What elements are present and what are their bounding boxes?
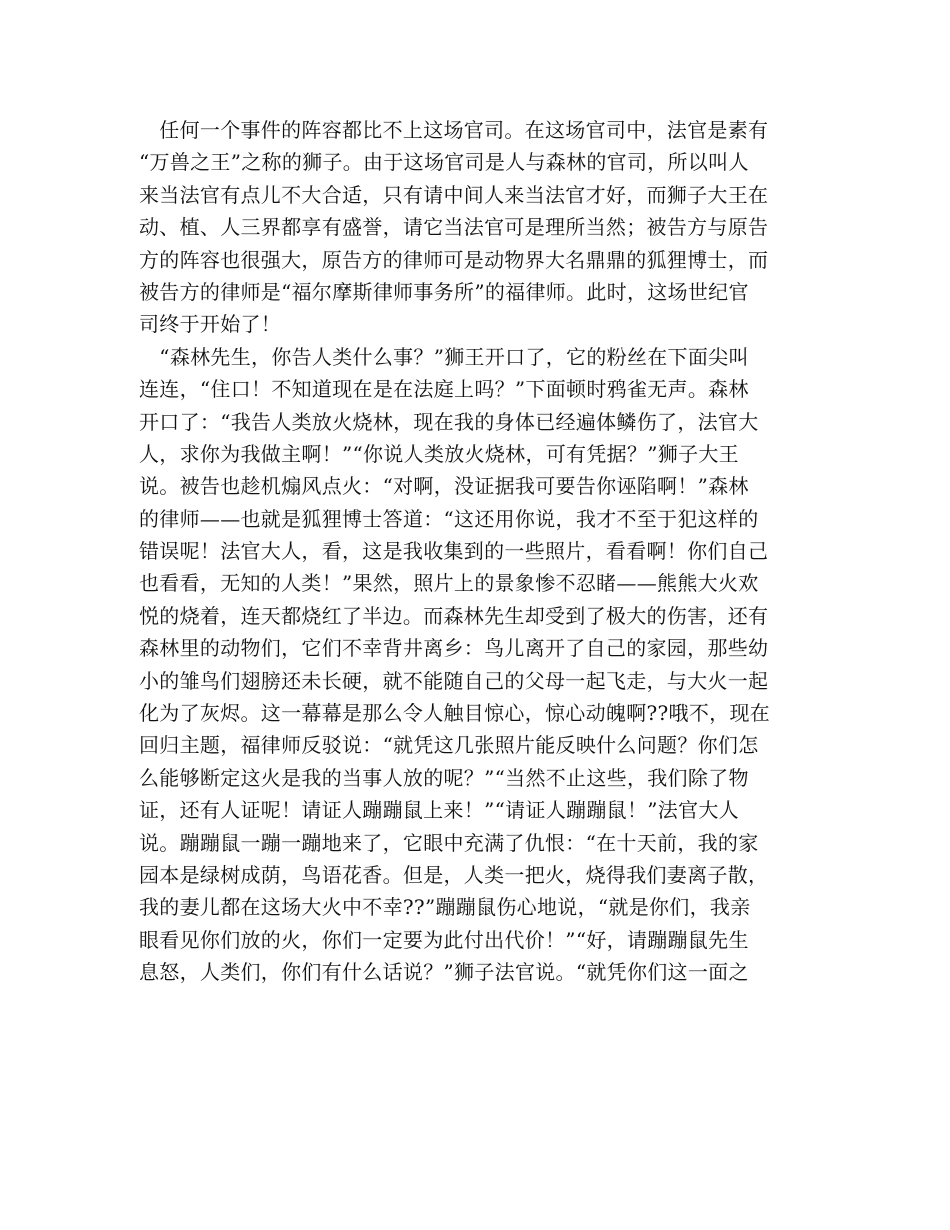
text-line: 小的雏鸟们翅膀还未长硬，就不能随自己的父母一起飞走，与大火一起 (139, 668, 769, 693)
text-line: 方的阵容也很强大，原告方的律师可是动物界大名鼎鼎的狐狸博士，而 (139, 247, 769, 272)
text-line: 连连，“住口！不知道现在是在法庭上吗？”下面顿时鸦雀无声。森林 (139, 377, 749, 402)
text-line: 回归主题，福律师反驳说：“就凭这几张照片能反映什么问题？你们怎 (139, 733, 759, 758)
text-line: 司终于开始了！ (139, 312, 282, 337)
text-line: 说。被告也趁机煽风点火：“对啊，没证据我可要告你诬陷啊！”森林 (139, 474, 749, 499)
text-line: 么能够断定这火是我的当事人放的呢？”“当然不止这些，我们除了物 (139, 765, 749, 790)
text-line: 园本是绿树成荫，鸟语花香。但是，人类一把火，烧得我们妻离子散， (139, 862, 769, 887)
text-line: 也看看，无知的人类！”果然，照片上的景象惨不忍睹——熊熊大火欢 (139, 571, 759, 596)
text-line: 动、植、人三界都享有盛誉，请它当法官可是理所当然；被告方与原告 (139, 215, 769, 240)
text-line: 息怒，人类们，你们有什么话说？”狮子法官说。“就凭你们这一面之 (139, 960, 749, 985)
text-line: 的律师——也就是狐狸博士答道：“这还用你说，我才不至于犯这样的 (139, 506, 759, 531)
text-line: 人，求你为我做主啊！”“你说人类放火烧林，可有凭据？”狮子大王 (139, 441, 739, 466)
text-line: 开口了：“我告人类放火烧林，现在我的身体已经遍体鳞伤了，法官大 (139, 409, 759, 434)
text-line: 眼看见你们放的火，你们一定要为此付出代价！”“好，请蹦蹦鼠先生 (139, 927, 749, 952)
text-line: 悦的烧着，连天都烧红了半边。而森林先生却受到了极大的伤害，还有 (139, 603, 769, 628)
text-line: 证，还有人证呢！请证人蹦蹦鼠上来！”“请证人蹦蹦鼠！”法官大人 (139, 798, 739, 823)
text-line: 森林里的动物们，它们不幸背井离乡：鸟儿离开了自己的家园，那些幼 (139, 636, 769, 661)
text-line: 错误呢！法官大人，看，这是我收集到的一些照片，看看啊！你们自己 (139, 539, 769, 564)
text-line: 任何一个事件的阵容都比不上这场官司。在这场官司中，法官是素有 (139, 118, 769, 142)
text-line: 被告方的律师是“福尔摩斯律师事务所”的福律师。此时，这场世纪官 (139, 279, 749, 304)
text-line: “万兽之王”之称的狮子。由于这场官司是人与森林的官司，所以叫人 (139, 150, 749, 175)
text-line: 化为了灰烬。这一幕幕是那么令人触目惊心，惊心动魄啊??哦不，现在 (139, 701, 771, 726)
text-line: 我的妻儿都在这场大火中不幸??”蹦蹦鼠伤心地说，“就是你们，我亲 (139, 895, 751, 920)
text-line: 来当法官有点儿不大合适，只有请中间人来当法官才好，而狮子大王在 (139, 182, 769, 207)
document-body (139, 114, 819, 989)
text-line: “森林先生，你告人类什么事？”狮王开口了，它的粉丝在下面尖叫 (139, 344, 749, 369)
text-line: 说。蹦蹦鼠一蹦一蹦地来了，它眼中充满了仇恨：“在十天前，我的家 (139, 830, 759, 855)
